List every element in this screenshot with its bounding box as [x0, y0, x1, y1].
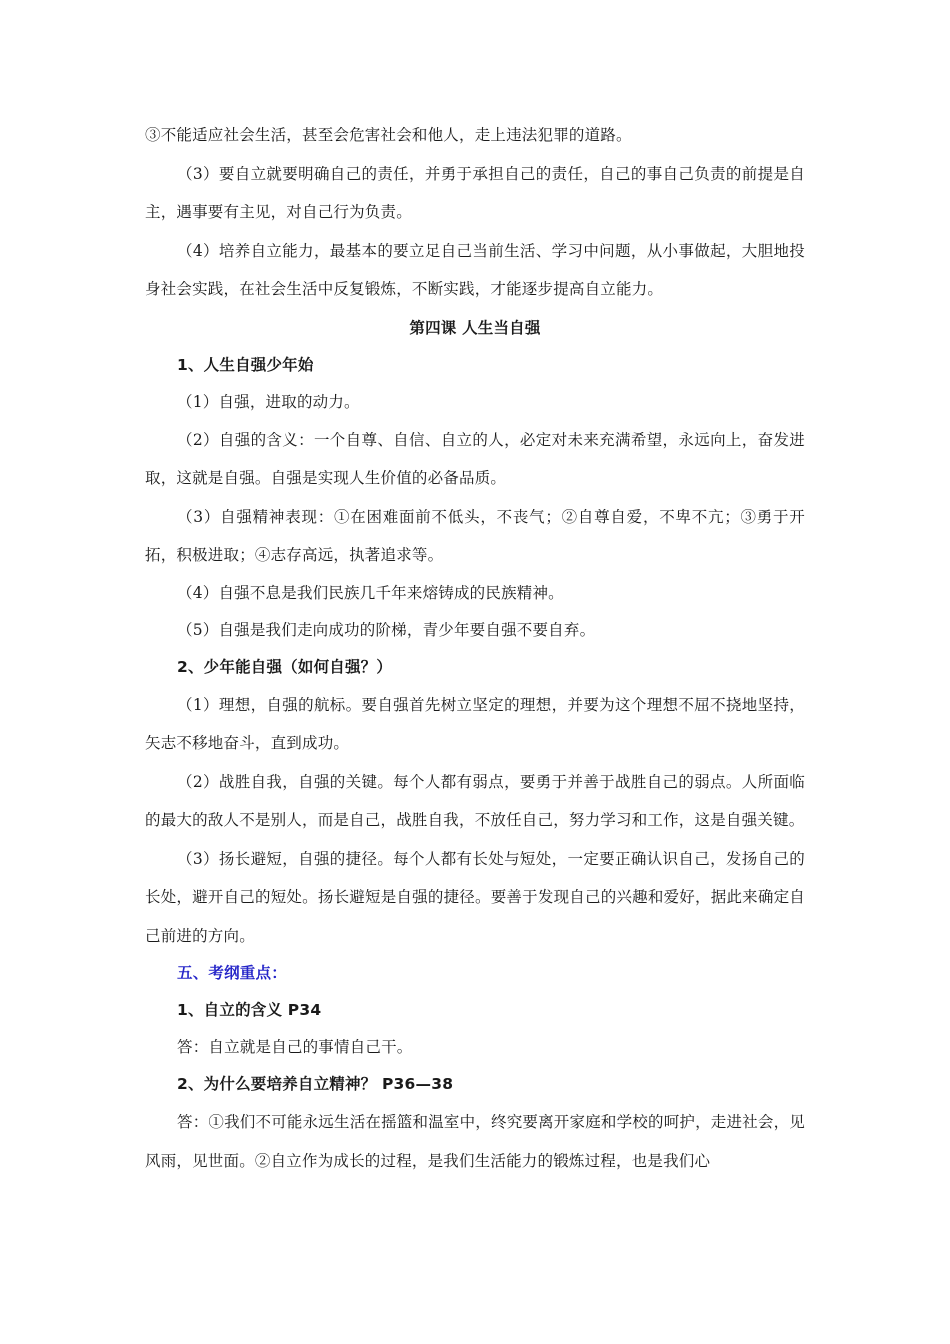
paragraph-item-5: （5）自强是我们走向成功的阶梯，青少年要自强不要自弃。 [177, 620, 596, 639]
section-heading-1: 1、人生自强少年始 [177, 355, 314, 374]
lesson-title: 第四课 人生当自强 [409, 318, 541, 337]
paragraph-item-3: （3）自强精神表现：①在困难面前不低头，不丧气；②自尊自爱，不卑不亢；③勇于开拓，积极进取；④志存高远，执著追求等。 [145, 507, 805, 564]
document-page [145, 116, 805, 1180]
paragraph-item-2: （2）自强的含义：一个自尊、自信、自立的人，必定对未来充满希望，永远向上，奋发进取，这就是自强。自强是实现人生价值的必备品质。 [145, 430, 805, 487]
paragraph-item-1: （1）自强，进取的动力。 [177, 392, 360, 411]
answer-1: 答：自立就是自己的事情自己干。 [177, 1038, 413, 1056]
question-2: 2、为什么要培养自立精神？ P36—38 [177, 1075, 454, 1093]
paragraph-ideal: （1）理想，自强的航标。要自强首先树立坚定的理想，并要为这个理想不屈不挠地坚持，矢志不移地奋斗，直到成功。 [145, 695, 805, 752]
paragraph-consequence-3: ③不能适应社会生活，甚至会危害社会和他人，走上违法犯罪的道路。 [145, 126, 632, 144]
section-heading-2: 2、少年能自强（如何自强？） [177, 657, 393, 676]
question-1: 1、自立的含义 P34 [177, 1001, 322, 1019]
paragraph-overcome-self: （2）战胜自我，自强的关键。每个人都有弱点，要勇于并善于战胜自己的弱点。人所面临的最大的敌人不是别人，而是自己，战胜自我，不放任自己，努力学习和工作，这是自强关键。 [145, 772, 805, 829]
answer-2: 答：①我们不可能永远生活在摇篮和温室中，终究要离开家庭和学校的呵护，走进社会，见风雨，见世面。②自立作为成长的过程，是我们生活能力的锻炼过程，也是我们心 [145, 1113, 806, 1170]
paragraph-item-4: （4）自强不息是我们民族几千年来熔铸成的民族精神。 [177, 583, 564, 602]
section-heading-exam-points: 五、考纲重点： [177, 964, 287, 982]
paragraph-strengths: （3）扬长避短，自强的捷径。每个人都有长处与短处，一定要正确认识自己，发扬自己的长处，避开自己的短处。扬长避短是自强的捷径。要善于发现自己的兴趣和爱好，据此来确定自己前进的方向。 [145, 849, 805, 945]
paragraph-responsibility: （3）要自立就要明确自己的责任，并勇于承担自己的责任，自己的事自己负责的前提是自主，遇事要有主见，对自己行为负责。 [145, 164, 805, 221]
paragraph-self-reliance-ability: （4）培养自立能力，最基本的要立足自己当前生活、学习中问题，从小事做起，大胆地投身社会实践，在社会生活中反复锻炼，不断实践，才能逐步提高自立能力。 [145, 241, 805, 298]
